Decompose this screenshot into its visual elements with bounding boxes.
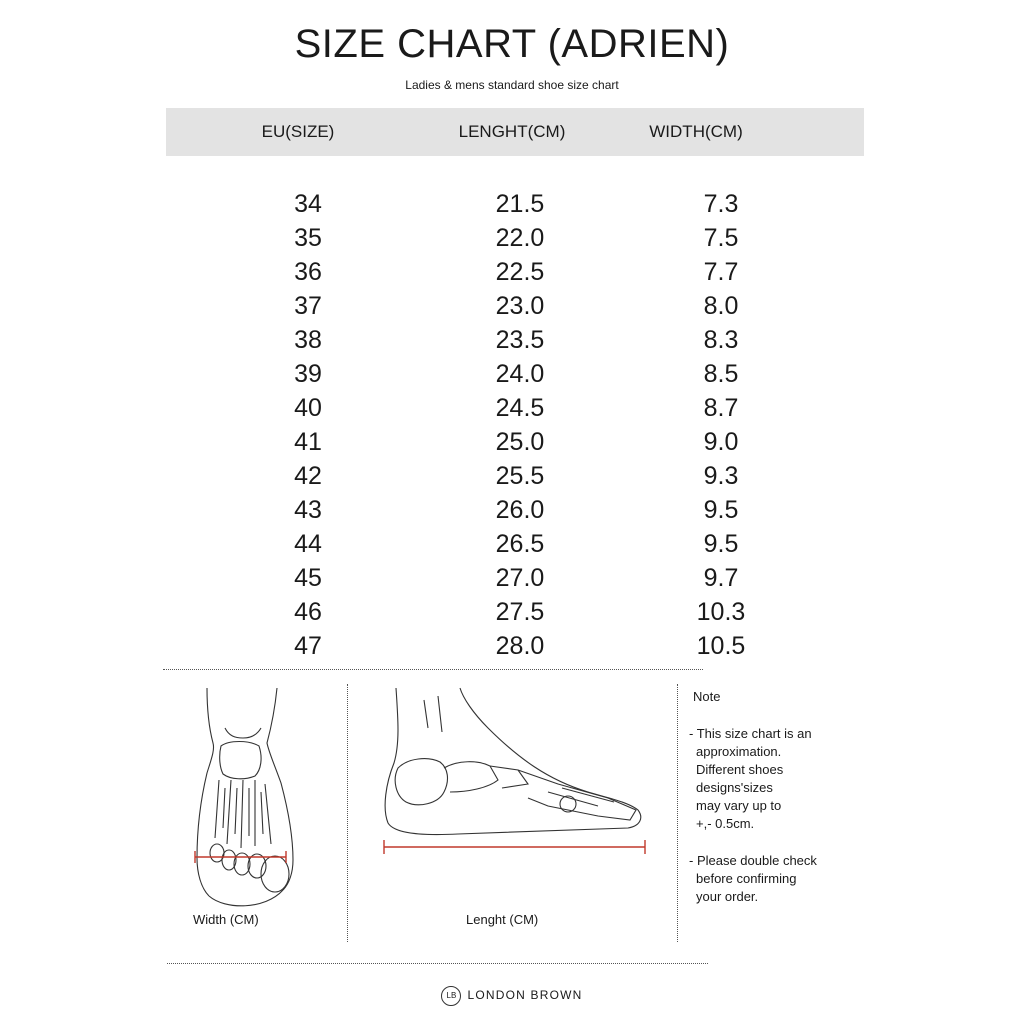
- table-row: [0, 392, 1024, 426]
- cell-eu-size: 40: [294, 394, 322, 422]
- brand-footer: [0, 986, 1024, 1006]
- foot-top-view-illustration: [185, 688, 305, 913]
- cell-length: 23.5: [495, 326, 545, 354]
- table-row: [0, 460, 1024, 494]
- page-subtitle: Ladies & mens standard shoe size chart: [405, 78, 619, 92]
- cell-width: 8.7: [703, 394, 739, 422]
- cell-length: 22.5: [495, 258, 545, 286]
- note-line: approximation.: [696, 744, 782, 759]
- cell-width: 9.0: [703, 428, 739, 456]
- brand-logo: LB: [441, 986, 461, 1006]
- table-row: [0, 324, 1024, 358]
- cell-width: 8.0: [703, 292, 739, 320]
- cell-eu-size: 44: [294, 530, 322, 558]
- cell-length: 24.5: [495, 394, 545, 422]
- cell-width: 8.3: [703, 326, 739, 354]
- size-table-body: [0, 188, 1024, 664]
- cell-eu-size: 46: [294, 598, 322, 626]
- note-line: +,- 0.5cm.: [696, 816, 755, 831]
- cell-eu-size: 38: [294, 326, 322, 354]
- cell-width: 10.3: [696, 598, 746, 626]
- cell-length: 22.0: [495, 224, 545, 252]
- note-line: may vary up to: [696, 798, 782, 813]
- note-line: designs'sizes: [696, 780, 773, 795]
- table-row: [0, 562, 1024, 596]
- cell-eu-size: 47: [294, 632, 322, 660]
- cell-eu-size: 39: [294, 360, 322, 388]
- cell-width: 8.5: [703, 360, 739, 388]
- cell-eu-size: 36: [294, 258, 322, 286]
- header-width: WIDTH(CM): [649, 122, 743, 141]
- cell-length: 26.5: [495, 530, 545, 558]
- cell-length: 25.0: [495, 428, 545, 456]
- foot-side-view-illustration: [378, 688, 653, 858]
- cell-length: 28.0: [495, 632, 545, 660]
- cell-length: 23.0: [495, 292, 545, 320]
- divider-right: [677, 684, 678, 942]
- table-row: [0, 188, 1024, 222]
- cell-length: 26.0: [495, 496, 545, 524]
- note-line: before confirming: [696, 871, 797, 886]
- page-title: SIZE CHART (ADRIEN): [294, 22, 730, 66]
- length-label: Lenght (CM): [466, 912, 539, 927]
- divider-top: [163, 669, 703, 670]
- cell-length: 24.0: [495, 360, 545, 388]
- cell-width: 7.7: [703, 258, 739, 286]
- header-length: LENGHT(CM): [458, 122, 566, 141]
- cell-width: 10.5: [696, 632, 746, 660]
- note-line: - Please double check: [689, 853, 817, 868]
- table-row: [0, 426, 1024, 460]
- cell-eu-size: 34: [294, 190, 322, 218]
- cell-length: 25.5: [495, 462, 545, 490]
- table-row: [0, 256, 1024, 290]
- cell-length: 27.5: [495, 598, 545, 626]
- brand-name: LONDON BROWN: [467, 988, 583, 1003]
- cell-eu-size: 41: [294, 428, 322, 456]
- cell-width: 9.5: [703, 496, 739, 524]
- table-row: [0, 358, 1024, 392]
- note-line: Different shoes: [696, 762, 784, 777]
- cell-width: 7.3: [703, 190, 739, 218]
- table-row: [0, 630, 1024, 664]
- cell-width: 9.7: [703, 564, 739, 592]
- note-title: Note: [693, 689, 721, 704]
- cell-eu-size: 37: [294, 292, 322, 320]
- cell-eu-size: 35: [294, 224, 322, 252]
- table-row: [0, 528, 1024, 562]
- header-eu-size: EU(SIZE): [261, 122, 335, 141]
- width-label: Width (CM): [193, 912, 259, 927]
- table-row: [0, 494, 1024, 528]
- cell-length: 21.5: [495, 190, 545, 218]
- table-row: [0, 290, 1024, 324]
- cell-eu-size: 45: [294, 564, 322, 592]
- table-header: [166, 108, 864, 156]
- divider-bottom: [167, 963, 708, 964]
- note-line: your order.: [696, 889, 759, 904]
- cell-width: 7.5: [703, 224, 739, 252]
- divider-left: [347, 684, 348, 942]
- table-row: [0, 222, 1024, 256]
- cell-eu-size: 42: [294, 462, 322, 490]
- cell-width: 9.5: [703, 530, 739, 558]
- note-line: - This size chart is an: [689, 726, 812, 741]
- cell-eu-size: 43: [294, 496, 322, 524]
- cell-width: 9.3: [703, 462, 739, 490]
- table-row: [0, 596, 1024, 630]
- cell-length: 27.0: [495, 564, 545, 592]
